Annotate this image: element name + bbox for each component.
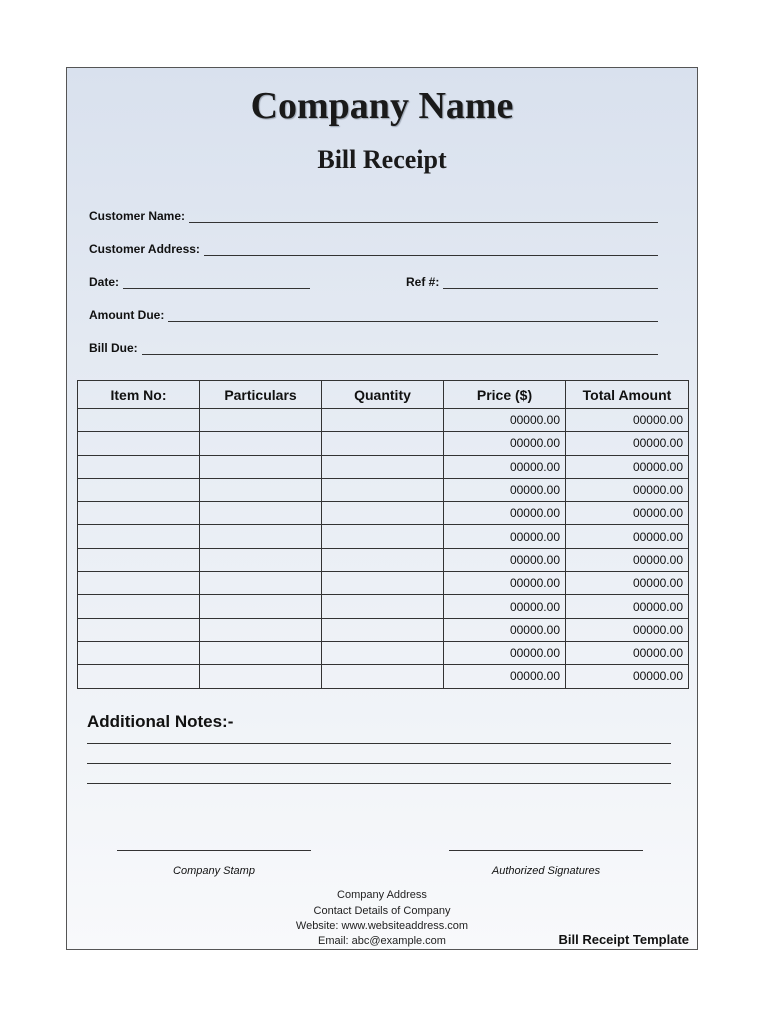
table-row: [78, 548, 689, 571]
price-cell[interactable]: 00000.00: [444, 572, 566, 595]
col-header-quantity: Quantity: [322, 381, 444, 409]
quantity-cell[interactable]: [322, 641, 444, 664]
price-cell[interactable]: 00000.00: [444, 502, 566, 525]
item-no-cell[interactable]: [78, 525, 200, 548]
particulars-cell[interactable]: [200, 455, 322, 478]
customer-name-field[interactable]: [89, 209, 658, 223]
price-cell[interactable]: 00000.00: [444, 409, 566, 432]
item-no-cell[interactable]: [78, 502, 200, 525]
total-amount-cell[interactable]: 00000.00: [566, 432, 689, 455]
total-amount-cell[interactable]: 00000.00: [566, 548, 689, 571]
quantity-cell[interactable]: [322, 525, 444, 548]
company-email: Email: abc@example.com: [318, 935, 446, 947]
item-no-cell[interactable]: [78, 548, 200, 571]
price-cell[interactable]: 00000.00: [444, 455, 566, 478]
total-amount-cell[interactable]: 00000.00: [566, 595, 689, 618]
total-amount-cell[interactable]: 00000.00: [566, 665, 689, 688]
item-no-cell[interactable]: [78, 665, 200, 688]
particulars-cell[interactable]: [200, 595, 322, 618]
notes-line[interactable]: [87, 763, 671, 764]
table-row: [78, 572, 689, 595]
particulars-cell[interactable]: [200, 641, 322, 664]
amount-due-field[interactable]: [89, 308, 658, 322]
quantity-cell[interactable]: [322, 455, 444, 478]
quantity-cell[interactable]: [322, 478, 444, 501]
particulars-cell[interactable]: [200, 502, 322, 525]
customer-address-line[interactable]: [204, 243, 658, 256]
template-name: Bill Receipt Template: [558, 932, 689, 947]
date-label: Date:: [89, 275, 120, 289]
ref-label: Ref #:: [406, 275, 440, 289]
amount-due-label: Amount Due:: [89, 308, 165, 322]
item-no-cell[interactable]: [78, 595, 200, 618]
ref-field[interactable]: [406, 275, 658, 289]
total-amount-cell[interactable]: 00000.00: [566, 478, 689, 501]
customer-name-line[interactable]: [189, 210, 658, 223]
particulars-cell[interactable]: [200, 665, 322, 688]
quantity-cell[interactable]: [322, 409, 444, 432]
document-title: Bill Receipt: [317, 145, 447, 174]
quantity-cell[interactable]: [322, 572, 444, 595]
col-header-total-amount: Total Amount: [566, 381, 689, 409]
date-line[interactable]: [123, 276, 310, 289]
price-cell[interactable]: 00000.00: [444, 641, 566, 664]
amount-due-line[interactable]: [168, 309, 658, 322]
price-cell[interactable]: 00000.00: [444, 665, 566, 688]
table-row: [78, 595, 689, 618]
company-contact-details: Contact Details of Company: [313, 905, 451, 917]
total-amount-cell[interactable]: 00000.00: [566, 641, 689, 664]
additional-notes-title: Additional Notes:-: [87, 712, 234, 731]
particulars-cell[interactable]: [200, 548, 322, 571]
item-no-cell[interactable]: [78, 618, 200, 641]
quantity-cell[interactable]: [322, 432, 444, 455]
table-row: [78, 618, 689, 641]
notes-line[interactable]: [87, 743, 671, 744]
total-amount-cell[interactable]: 00000.00: [566, 525, 689, 548]
total-amount-cell[interactable]: 00000.00: [566, 618, 689, 641]
quantity-cell[interactable]: [322, 618, 444, 641]
particulars-cell[interactable]: [200, 409, 322, 432]
table-row: [78, 665, 689, 688]
particulars-cell[interactable]: [200, 572, 322, 595]
customer-name-label: Customer Name:: [89, 209, 186, 223]
company-address: Company Address: [337, 889, 427, 901]
authorized-signature-line[interactable]: [449, 850, 643, 851]
company-name: Company Name: [250, 85, 514, 127]
total-amount-cell[interactable]: 00000.00: [566, 572, 689, 595]
date-field[interactable]: [89, 275, 310, 289]
total-amount-cell[interactable]: 00000.00: [566, 455, 689, 478]
customer-address-field[interactable]: [89, 242, 658, 256]
bill-due-label: Bill Due:: [89, 341, 138, 355]
price-cell[interactable]: 00000.00: [444, 595, 566, 618]
table-row: [78, 525, 689, 548]
receipt-sheet: [66, 67, 698, 950]
col-header-item-no: Item No:: [78, 381, 200, 409]
price-cell[interactable]: 00000.00: [444, 525, 566, 548]
particulars-cell[interactable]: [200, 478, 322, 501]
customer-address-label: Customer Address:: [89, 242, 200, 256]
item-no-cell[interactable]: [78, 432, 200, 455]
table-row: [78, 641, 689, 664]
bill-due-field[interactable]: [89, 341, 658, 355]
price-cell[interactable]: 00000.00: [444, 432, 566, 455]
company-website: Website: www.websiteaddress.com: [295, 920, 469, 932]
company-stamp-line[interactable]: [117, 850, 311, 851]
table-row: [78, 409, 689, 432]
authorized-signature-caption: Authorized Signatures: [491, 865, 601, 877]
bill-due-line[interactable]: [142, 342, 658, 355]
table-row: [78, 502, 689, 525]
quantity-cell[interactable]: [322, 502, 444, 525]
ref-line[interactable]: [443, 276, 658, 289]
total-amount-cell[interactable]: 00000.00: [566, 502, 689, 525]
notes-line[interactable]: [87, 783, 671, 784]
table-row: [78, 432, 689, 455]
particulars-cell[interactable]: [200, 432, 322, 455]
table-header-row: [78, 381, 689, 409]
item-no-cell[interactable]: [78, 409, 200, 432]
quantity-cell[interactable]: [322, 548, 444, 571]
col-header-price: Price ($): [444, 381, 566, 409]
price-cell[interactable]: 00000.00: [444, 548, 566, 571]
quantity-cell[interactable]: [322, 665, 444, 688]
items-table: [77, 380, 689, 689]
particulars-cell[interactable]: [200, 618, 322, 641]
quantity-cell[interactable]: [322, 595, 444, 618]
price-cell[interactable]: 00000.00: [444, 618, 566, 641]
item-no-cell[interactable]: [78, 455, 200, 478]
price-cell[interactable]: 00000.00: [444, 478, 566, 501]
company-stamp-caption: Company Stamp: [173, 865, 255, 877]
table-row: [78, 455, 689, 478]
item-no-cell[interactable]: [78, 478, 200, 501]
particulars-cell[interactable]: [200, 525, 322, 548]
item-no-cell[interactable]: [78, 572, 200, 595]
total-amount-cell[interactable]: 00000.00: [566, 409, 689, 432]
item-no-cell[interactable]: [78, 641, 200, 664]
table-row: [78, 478, 689, 501]
col-header-particulars: Particulars: [200, 381, 322, 409]
